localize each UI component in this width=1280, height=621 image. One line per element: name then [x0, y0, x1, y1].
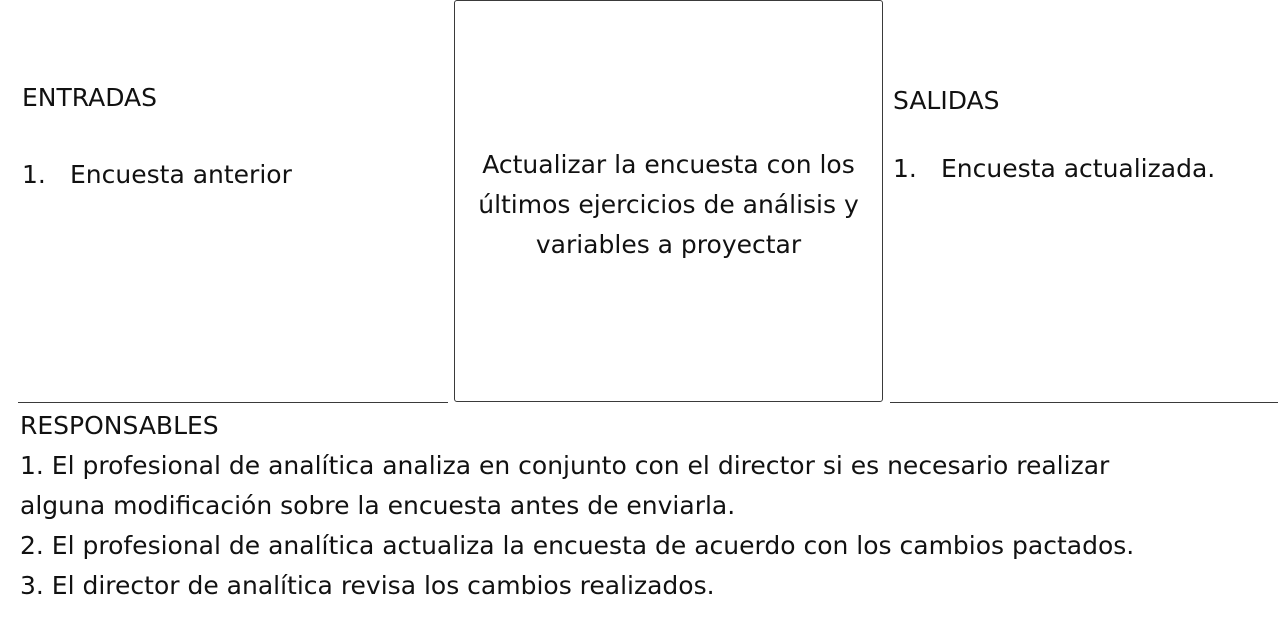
salidas-title: SALIDAS — [893, 86, 1000, 115]
responsables-line: 3. El director de analítica revisa los cambios realizados. — [20, 571, 715, 600]
salidas-item-number: 1. — [893, 154, 917, 183]
entradas-item — [22, 160, 292, 190]
salidas-item-text: Encuesta actualizada. — [941, 154, 1216, 183]
process-text: Actualizar la encuesta con los últimos ejercicios de análisis y variables a proyectar — [478, 150, 859, 259]
entradas-title: ENTRADAS — [22, 83, 158, 112]
salidas-underline — [890, 402, 1278, 403]
entradas-underline — [18, 402, 448, 403]
responsables-section — [20, 406, 1270, 606]
responsables-line: alguna modificación sobre la encuesta antes de enviarla. — [20, 491, 736, 520]
responsables-line: 1. El profesional de analítica analiza en conjunto con el director si es necesario realizar — [20, 451, 1110, 480]
responsables-title: RESPONSABLES — [20, 411, 219, 440]
process-box — [454, 0, 883, 402]
salidas-item — [893, 154, 1215, 184]
responsables-line: 2. El profesional de analítica actualiza la encuesta de acuerdo con los cambios pactados. — [20, 531, 1135, 560]
entradas-item-text: Encuesta anterior — [70, 160, 292, 189]
entradas-item-number: 1. — [22, 160, 46, 189]
